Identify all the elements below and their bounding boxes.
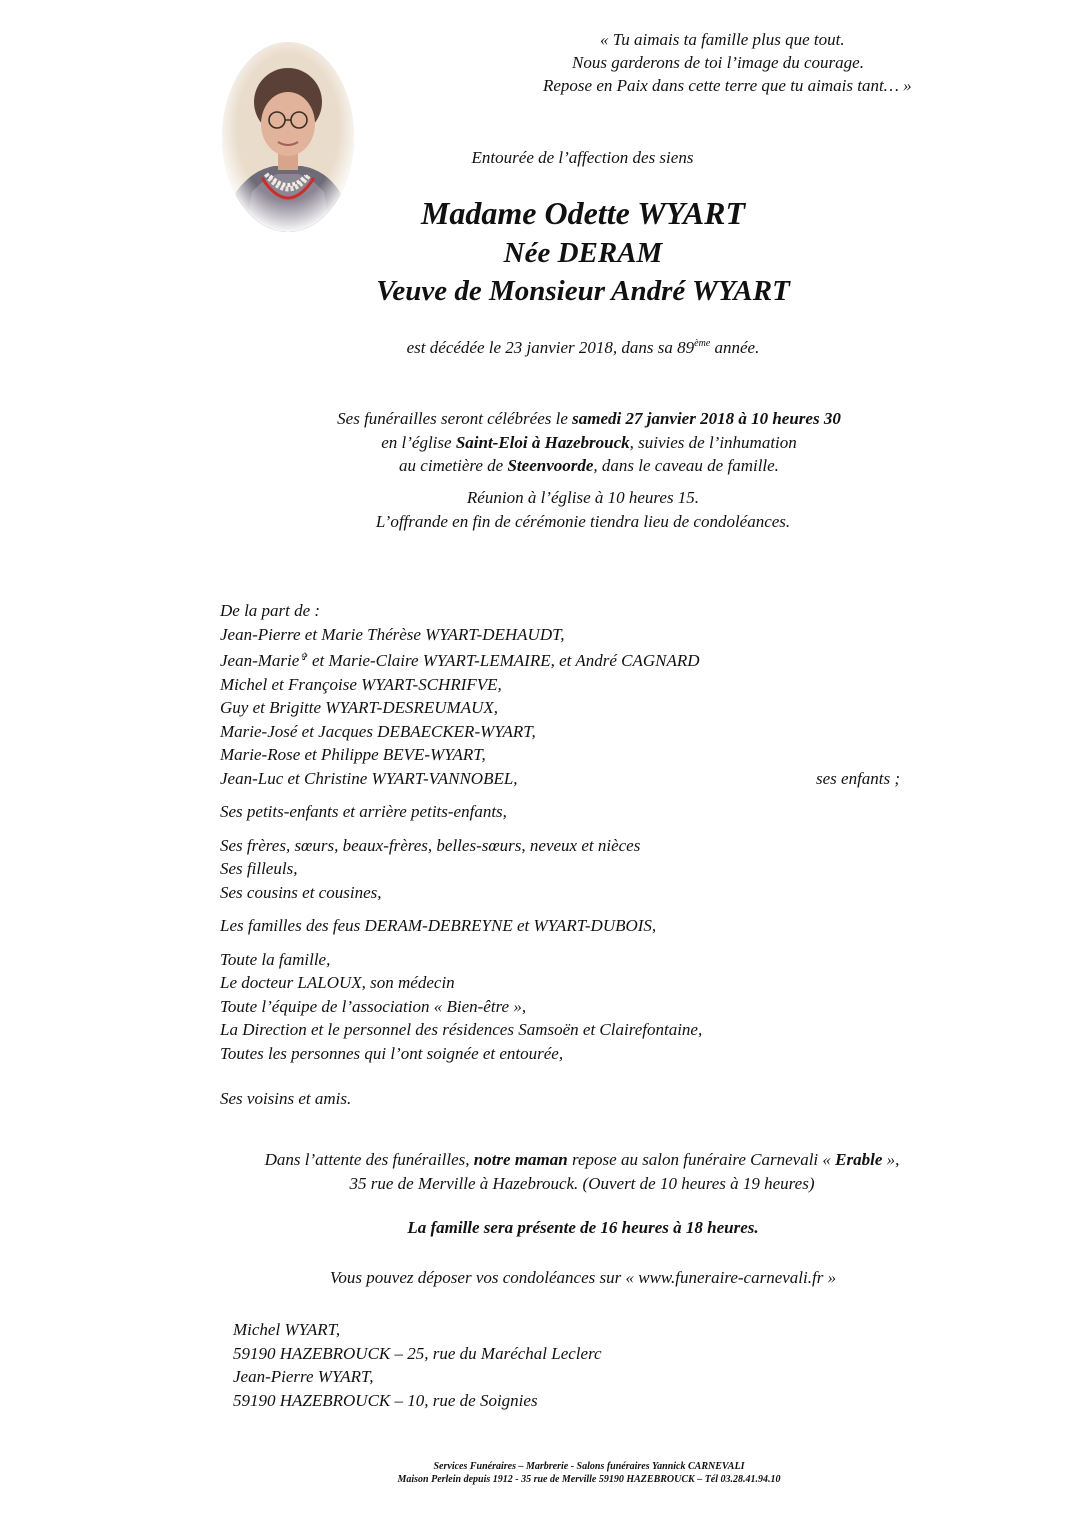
funeral-line-2 [0,431,1075,455]
family-child-name: Jean-Luc et Christine WYART-VANNOBEL, [220,768,518,788]
epigraph [520,28,970,97]
death-date-text [0,338,1075,358]
funeral-line-3-text: au cimetière de [399,456,508,475]
wake-details [0,1148,1075,1195]
whole-family: Toute la famille, [220,949,331,969]
family-child-rest: et Marie-Claire WYART-LEMAIRE, et André CAGNARD [307,651,700,670]
death-date-main: est décédée le 23 janvier 2018, dans sa 89 [406,338,695,357]
deceased-name: Madame Odette WYART [420,195,746,231]
family-child-name: Jean-Marie [220,651,300,670]
reunion-line-2: L’offrande en fin de cérémonie tiendra lieu de condoléances. [375,511,791,531]
funeral-church: Saint-Eloi à Hazebrouck [455,432,630,452]
epigraph-line-3: Repose en Paix dans cette terre que tu aimais tant… » [543,76,912,95]
condolences-website: Vous pouvez déposer vos condoléances sur « www.funeraire-carnevali.fr » [329,1268,837,1287]
wake-text-c: repose au salon funéraire Carnevali « [567,1150,836,1169]
family-intro: De la part de : [220,601,321,620]
contact-line: 59190 HAZEBROUCK – 10, rue de Soignies [233,1390,538,1410]
contact-line: Jean-Pierre WYART, [233,1367,374,1386]
family-child: Michel et Françoise WYART-SCHRIFVE, [220,674,502,694]
wake-salon-name: Erable [835,1150,883,1169]
reunion-details [0,486,1075,533]
godchildren: Ses filleuls, [220,859,298,878]
surrounded-by-family-text: Entourée de l’affection des siens [471,148,694,167]
funeral-cemetery: Steenvoorde [507,456,594,475]
doctor: Le docteur LALOUX, son médecin [220,973,455,992]
funeral-line-3 [0,454,1075,478]
death-date-end: année. [710,338,760,357]
funeral-line-2-text: en l’église [381,432,456,452]
wake-mother: notre maman [473,1150,568,1169]
wake-line-2: 35 rue de Merville à Hazebrouck. (Ouvert de 10 heures à 19 heures) [349,1173,815,1193]
wake-line-1 [0,1148,1075,1172]
family-child: Marie-Rose et Philippe BEVE-WYART, [220,745,486,764]
children-label: ses enfants ; [816,768,901,788]
wake-text-a: Dans l’attente des funérailles, [264,1150,474,1169]
cross-icon: ✞ [299,652,308,663]
funeral-line-3-end: , dans le caveau de famille. [593,456,779,475]
family-list [220,599,940,1111]
funeral-date-time: samedi 27 janvier 2018 à 10 heures 30 [572,409,841,428]
neighbours-friends: Ses voisins et amis. [220,1089,352,1108]
association-team: Toute l’équipe de l’association « Bien-être », [220,996,527,1016]
funeral-line-1 [0,407,1075,431]
contacts [233,1318,602,1412]
footer-line-2: Maison Perlein depuis 1912 - 35 rue de Merville 59190 HAZEBROUCK – Tél 03.28.41.94.10 [397,1474,781,1485]
residence-staff: La Direction et le personnel des résidences Samsoën et Clairefontaine, [220,1020,703,1039]
family-child [220,767,940,791]
cousins: Ses cousins et cousines, [220,882,382,902]
families-late: Les familles des feus DERAM-DEBREYNE et WYART-DUBOIS, [220,916,657,935]
family-child: Guy et Brigitte WYART-DESREUMAUX, [220,698,498,717]
funeral-details [0,407,1075,478]
epigraph-line-2: Nous garderons de toi l’image du courage. [572,53,864,72]
death-date-superscript: ème [694,338,711,349]
family-presence: La famille sera présente de 16 heures à 18 heures. [407,1218,759,1237]
wake-text-e: », [882,1150,900,1169]
family-child [220,646,940,673]
widow-of: Veuve de Monsieur André WYART [376,275,790,307]
contact-line: Michel WYART, [233,1320,341,1339]
family-child: Marie-José et Jacques DEBAECKER-WYART, [220,721,536,741]
contact-line: 59190 HAZEBROUCK – 25, rue du Maréchal Leclerc [233,1343,602,1363]
caregivers: Toutes les personnes qui l’ont soignée et entourée, [220,1043,564,1063]
grandchildren: Ses petits-enfants et arrière petits-enfants, [220,802,507,821]
funeral-line-1-text: Ses funérailles seront célébrées le [337,409,573,428]
footer-line-1: Services Funéraires – Marbrerie - Salons funéraires Yannick CARNEVALI [433,1461,745,1472]
siblings: Ses frères, sœurs, beaux-frères, belles-sœurs, neveux et nièces [220,835,641,855]
funeral-home-footer [0,1460,1075,1486]
reunion-line-1: Réunion à l’église à 10 heures 15. [466,488,700,507]
family-child: Jean-Pierre et Marie Thérèse WYART-DEHAUDT, [220,624,565,644]
funeral-line-2-end: , suivies de l’inhumation [629,432,797,452]
epigraph-line-1: « Tu aimais ta famille plus que tout. [600,30,845,49]
maiden-name: Née DERAM [503,237,663,269]
